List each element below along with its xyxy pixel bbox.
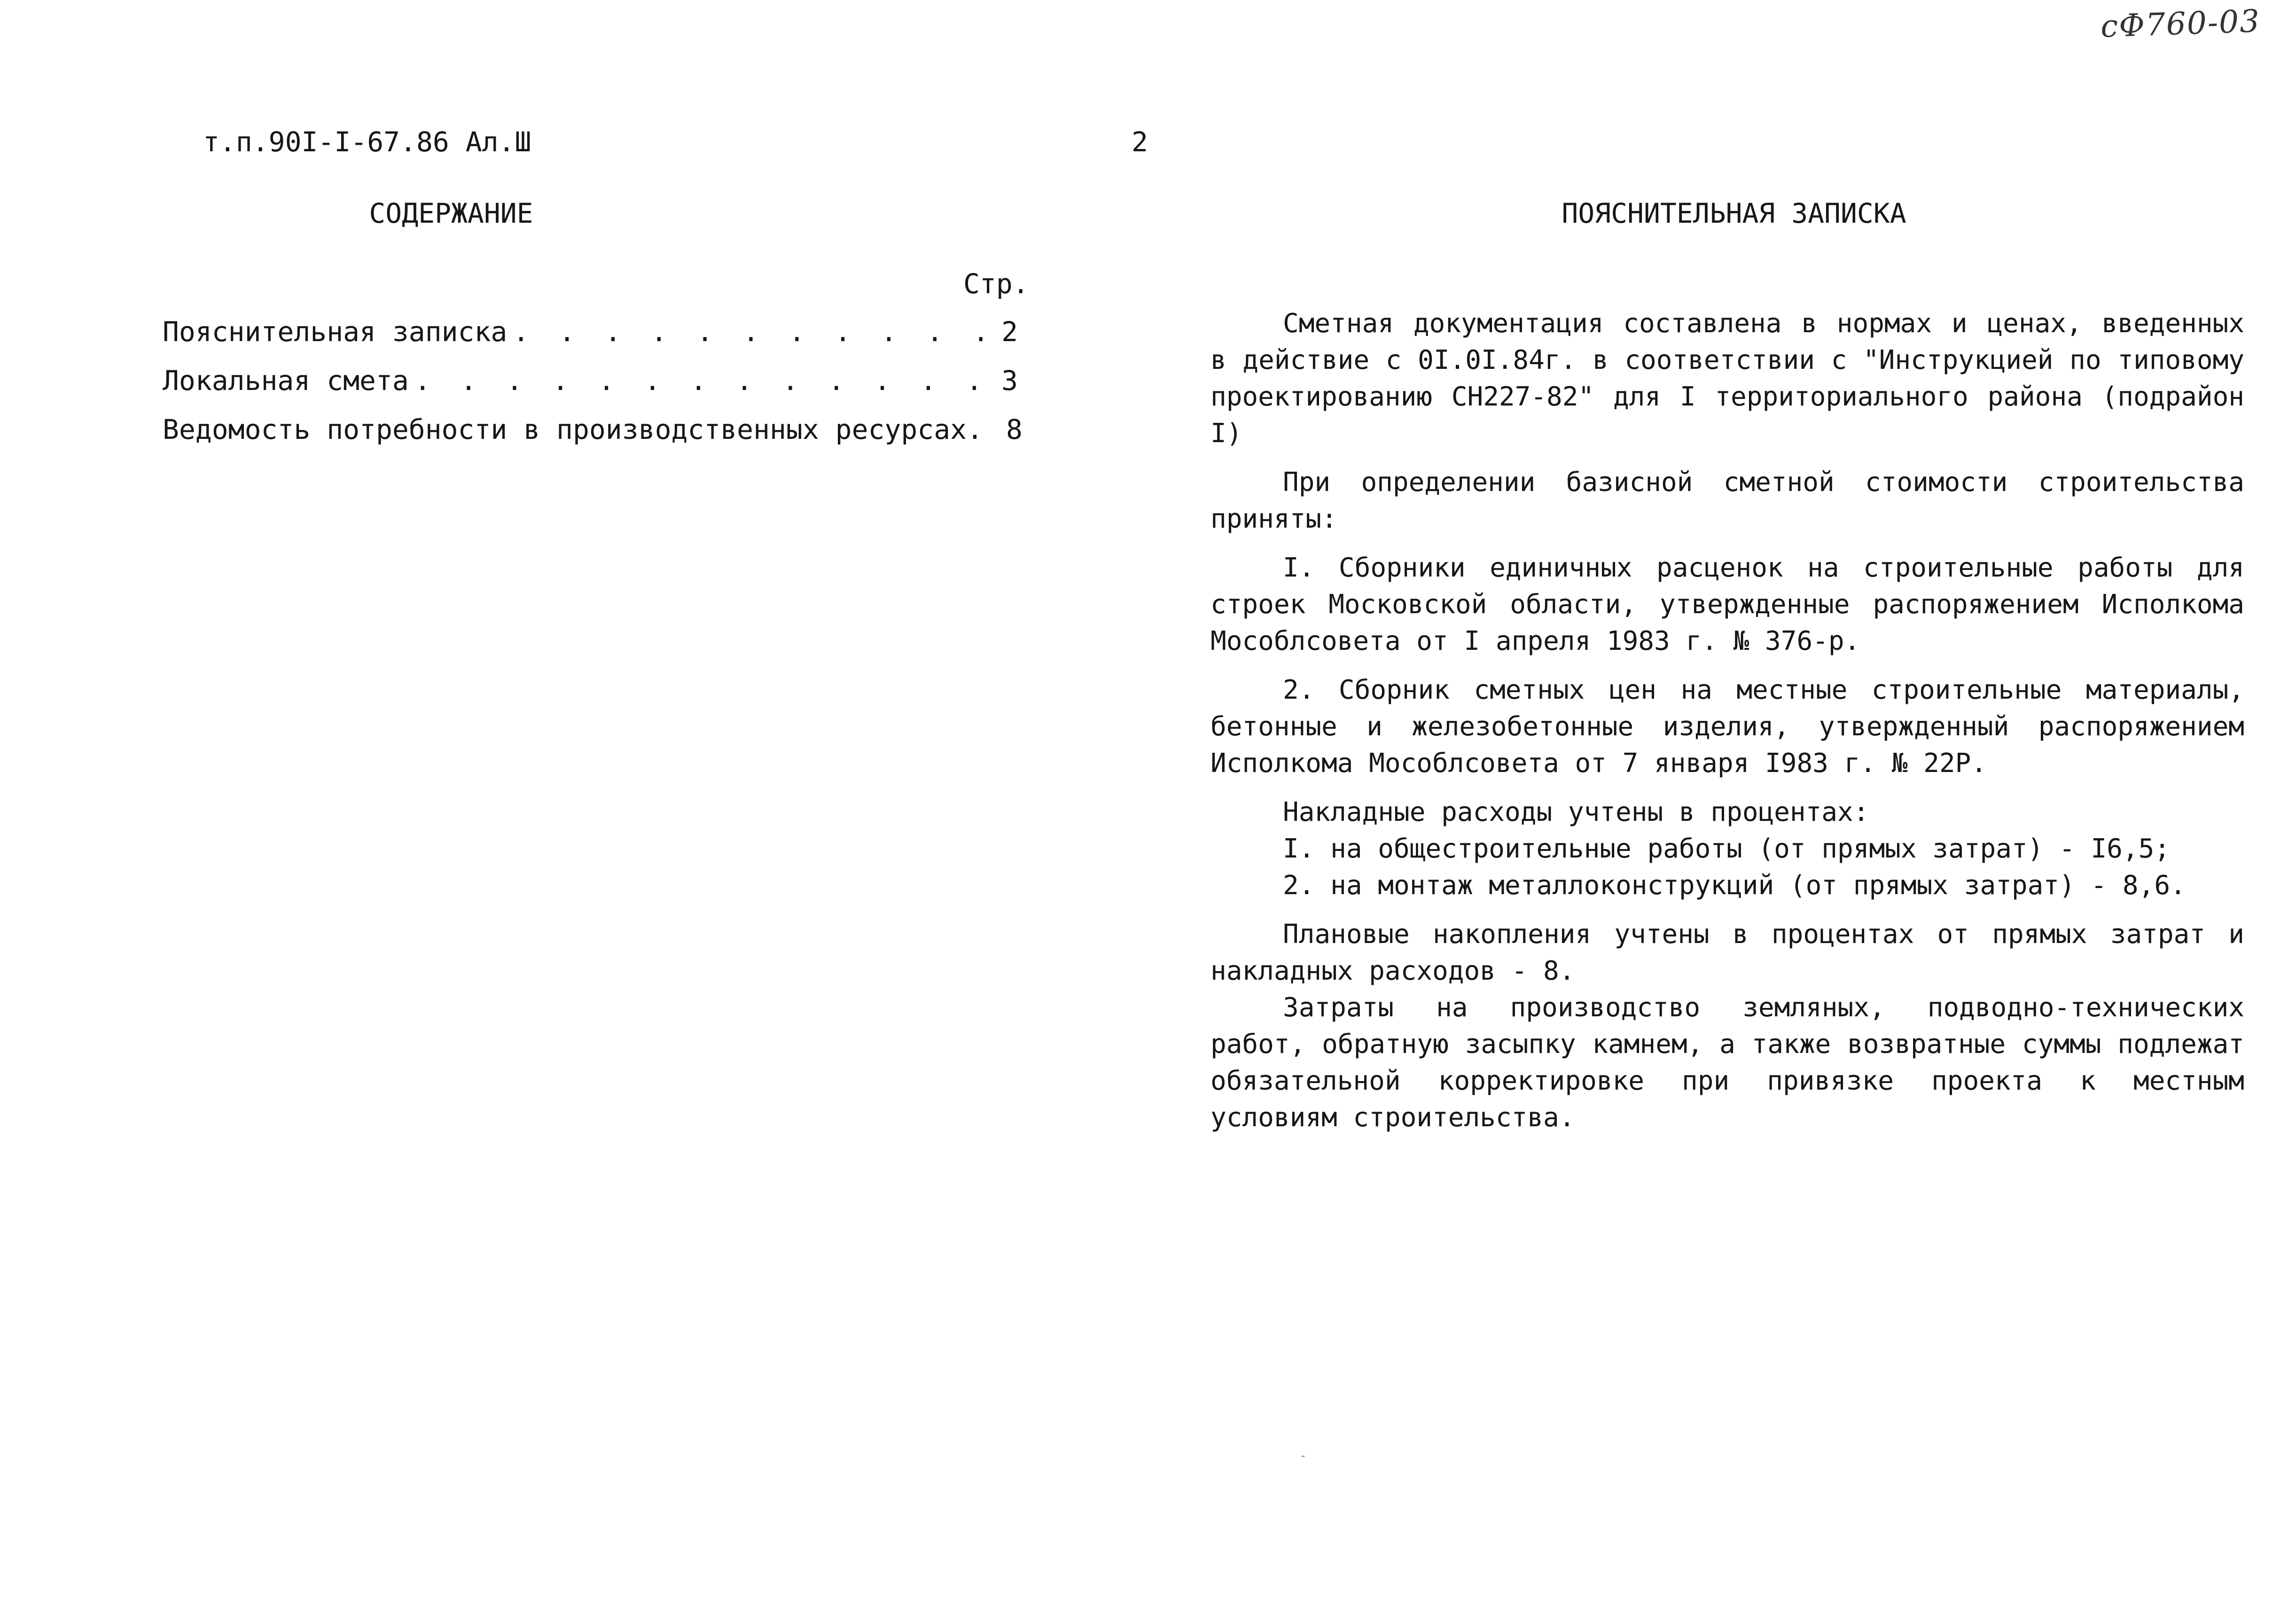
toc-item-page: 3 xyxy=(1001,365,1018,397)
document-code: т.п.90I-I-67.86 Ал.Ш xyxy=(203,126,531,158)
handwritten-archive-mark: сФ760-03 xyxy=(2100,3,2261,45)
explanatory-note-heading: ПОЯСНИТЕЛЬНАЯ ЗАПИСКА xyxy=(1562,197,1906,229)
toc-item-title: Ведомость потребности в производственных ресурсах. xyxy=(163,413,983,445)
note-paragraph: Затраты на производство земляных, подводно-технических работ, обратную засыпку камнем, а также возвратные суммы подлежат обязательной корректировке при привязке проекта к местным условиям строительства. xyxy=(1210,992,2244,1133)
note-paragraph: Сметная документация составлена в нормах и ценах, введенных в действие с 0I.0I.84г. в соответствии с "Инструкцией по типовому проектированию СН227-82" для I территориального района (подрайон I) xyxy=(1210,308,2244,449)
note-paragraph: 2. Сборник сметных цен на местные строительные материалы, бетонные и железобетонные изделия, утвержденный распоряжением Исполкома Мособлсовета от 7 января I983 г. № 22Р. xyxy=(1210,675,2244,779)
toc-item-page: 8 xyxy=(1006,413,1023,445)
note-paragraph: Накладные расходы учтены в процентах: xyxy=(1283,797,1869,827)
toc-item-title: Локальная смета xyxy=(163,365,409,397)
explanatory-note-body xyxy=(1210,305,2244,1148)
toc-list xyxy=(163,316,1023,462)
toc-item[interactable] xyxy=(163,365,1018,413)
toc-item-page: 2 xyxy=(1001,316,1018,348)
note-paragraph: 2. на монтаж металлоконструкций (от прямых затрат) - 8,6. xyxy=(1283,870,2186,901)
toc-leader-dots xyxy=(513,316,984,348)
toc-item[interactable] xyxy=(163,413,1023,462)
note-paragraph: Плановые накопления учтены в процентах от прямых затрат и накладных расходов - 8. xyxy=(1210,919,2244,986)
toc-item[interactable] xyxy=(163,316,1018,365)
note-paragraph: При определении базисной сметной стоимости строительства приняты: xyxy=(1210,467,2244,534)
note-paragraph: I. на общестроительные работы (от прямых затрат) - I6,5; xyxy=(1283,834,2171,864)
toc-page-column-label: Стр. xyxy=(963,268,1029,300)
toc-heading: СОДЕРЖАНИЕ xyxy=(369,197,533,229)
note-paragraph: I. Сборники единичных расценок на строительные работы для строек Московской области, утвержденные распоряжением Исполкома Мособлсовета от I апреля 1983 г. № 376-р. xyxy=(1210,553,2244,656)
scan-speck xyxy=(1302,1456,1304,1457)
page-number: 2 xyxy=(1132,126,1148,158)
toc-item-title: Пояснительная записка xyxy=(163,316,508,348)
toc-leader-dots xyxy=(414,365,984,397)
